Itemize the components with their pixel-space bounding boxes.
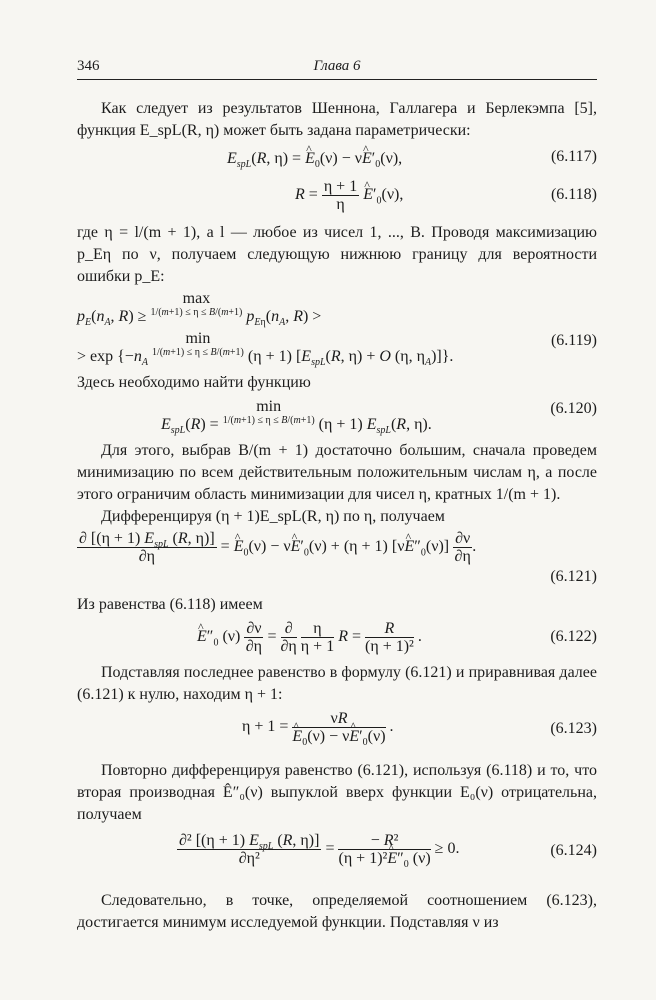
paragraph-9: Следовательно, в точке, определяемой соотношением (6.123), достигается минимум исследуемой функции. Подставляя ν из [77, 892, 597, 931]
eq-122-body: ^ $E''_0$ (ν) $\frac{\partial\nu}{\partial\eta}$ = $\frac{\partial}{\partial\eta}$ $\frac{\eta}{\eta + 1}$ R = $\frac{R}{\text{(η + 1)²}}$ . [197, 620, 422, 655]
equation-6-124 [77, 826, 597, 884]
eq-number-118: (6.118) [550, 186, 597, 203]
eq-120-body: $E_{spL}(R)$ = min 1/(m+1) ≤ η ≤ B/(m+1) (η + 1) $E_{spL}(R$, η). [161, 398, 432, 437]
eq-number-120: (6.120) [550, 400, 597, 417]
eq-number-121: (6.121) [550, 568, 597, 585]
eq-118-body: R = $\frac{\eta + 1}{\eta}$ ^ $E'_0(\nu)$, [295, 178, 403, 213]
eq-121-body: $\frac{\partial [(\eta + 1) E_{spL} (R, \eta)]}{\partial\eta}$ = ^ $E_0(\nu)$ − ν^ $E'_0(\nu) + (\eta + 1)$ [ν^ $E''_0(\nu)$] $\frac{\partial\nu}{\partial\eta}$ . [77, 530, 476, 565]
chapter-title: Глава 6 [313, 58, 361, 74]
equation-6-122 [77, 616, 597, 662]
eq-123-body: η + 1 = νR ^ $E_0(\nu)$ − ν^ $E'_0(\nu)$ . [242, 710, 394, 745]
paragraph-4: Для этого, выбрав B/(m + 1) достаточно большим, сначала проведем минимизацию по всем действительным положительным числам η, а после этого ограничим область минимизации для чисел η, кратных 1/(m + 1). [77, 442, 597, 503]
page-number: 346 [77, 58, 100, 74]
eq-number-124: (6.124) [550, 842, 597, 859]
paragraph-3: Здесь необходимо найти функцию [77, 374, 311, 391]
equation-6-120 [77, 394, 597, 440]
eq-number-123: (6.123) [550, 720, 597, 737]
equation-6-121 [77, 528, 597, 592]
eq-119-line-1: $p_E(n_A$, R) ≥ max 1/(m+1) ≤ η ≤ B/(m+1) $p_{E\eta}(n_A$, R) > [77, 290, 322, 329]
eq-number-117: (6.117) [550, 148, 597, 165]
paragraph-6: Из равенства (6.118) имеем [77, 596, 263, 613]
paragraph-8: Повторно дифференцируя равенство (6.121), используя (6.118) и то, что вторая производная Ê″₀(ν) выпуклой вверх функции E₀(ν) отрицательна, получаем [77, 762, 597, 823]
eq-117-body: $E_{spL}(R$, η) = ^ $E_0(\nu)$ − ν^ $E'_0(\nu)$, [227, 148, 402, 170]
paragraph-2: где η = l/(m + 1), а l — любое из чисел 1, ..., B. Проводя максимизацию p_Eη по ν, получаем следующую нижнюю границу для вероятности ошибки p_E: [77, 224, 597, 285]
equation-6-123 [77, 706, 597, 756]
equation-6-119 [77, 288, 597, 372]
eq-number-119: (6.119) [550, 332, 597, 349]
paragraph-5: Дифференцируя (η + 1)E_spL(R, η) по η, получаем [101, 508, 445, 525]
eq-number-122: (6.122) [550, 628, 597, 645]
equation-6-117 [77, 142, 597, 176]
paragraph-7: Подставляя последнее равенство в формулу (6.121) и приравнивая далее (6.121) к нулю, находим η + 1: [77, 664, 597, 703]
eq-124-body: $\frac{\partial^2 [(\eta + 1) E_{spL} (R, \eta)]}{\text{∂η²}}$ = $\frac{\text{− R²}}{(\eta + 1)^2\^{} E''_0 (\nu)}$ ≥ 0. [177, 832, 459, 867]
equation-6-118 [77, 176, 597, 218]
paragraph-1: Как следует из результатов Шеннона, Галлагера и Берлекэмпа [5], функция E_spL(R, η) может быть задана параметрически: [77, 100, 597, 139]
page-header [77, 58, 597, 80]
eq-119-line-2: > $\exp \{-n_A$ min 1/(m+1) ≤ η ≤ B/(m+1) (η + 1) [$E_{spL}(R$, η) + O (η, $\eta_A$)]}. [77, 330, 454, 369]
header-rule [77, 79, 597, 80]
